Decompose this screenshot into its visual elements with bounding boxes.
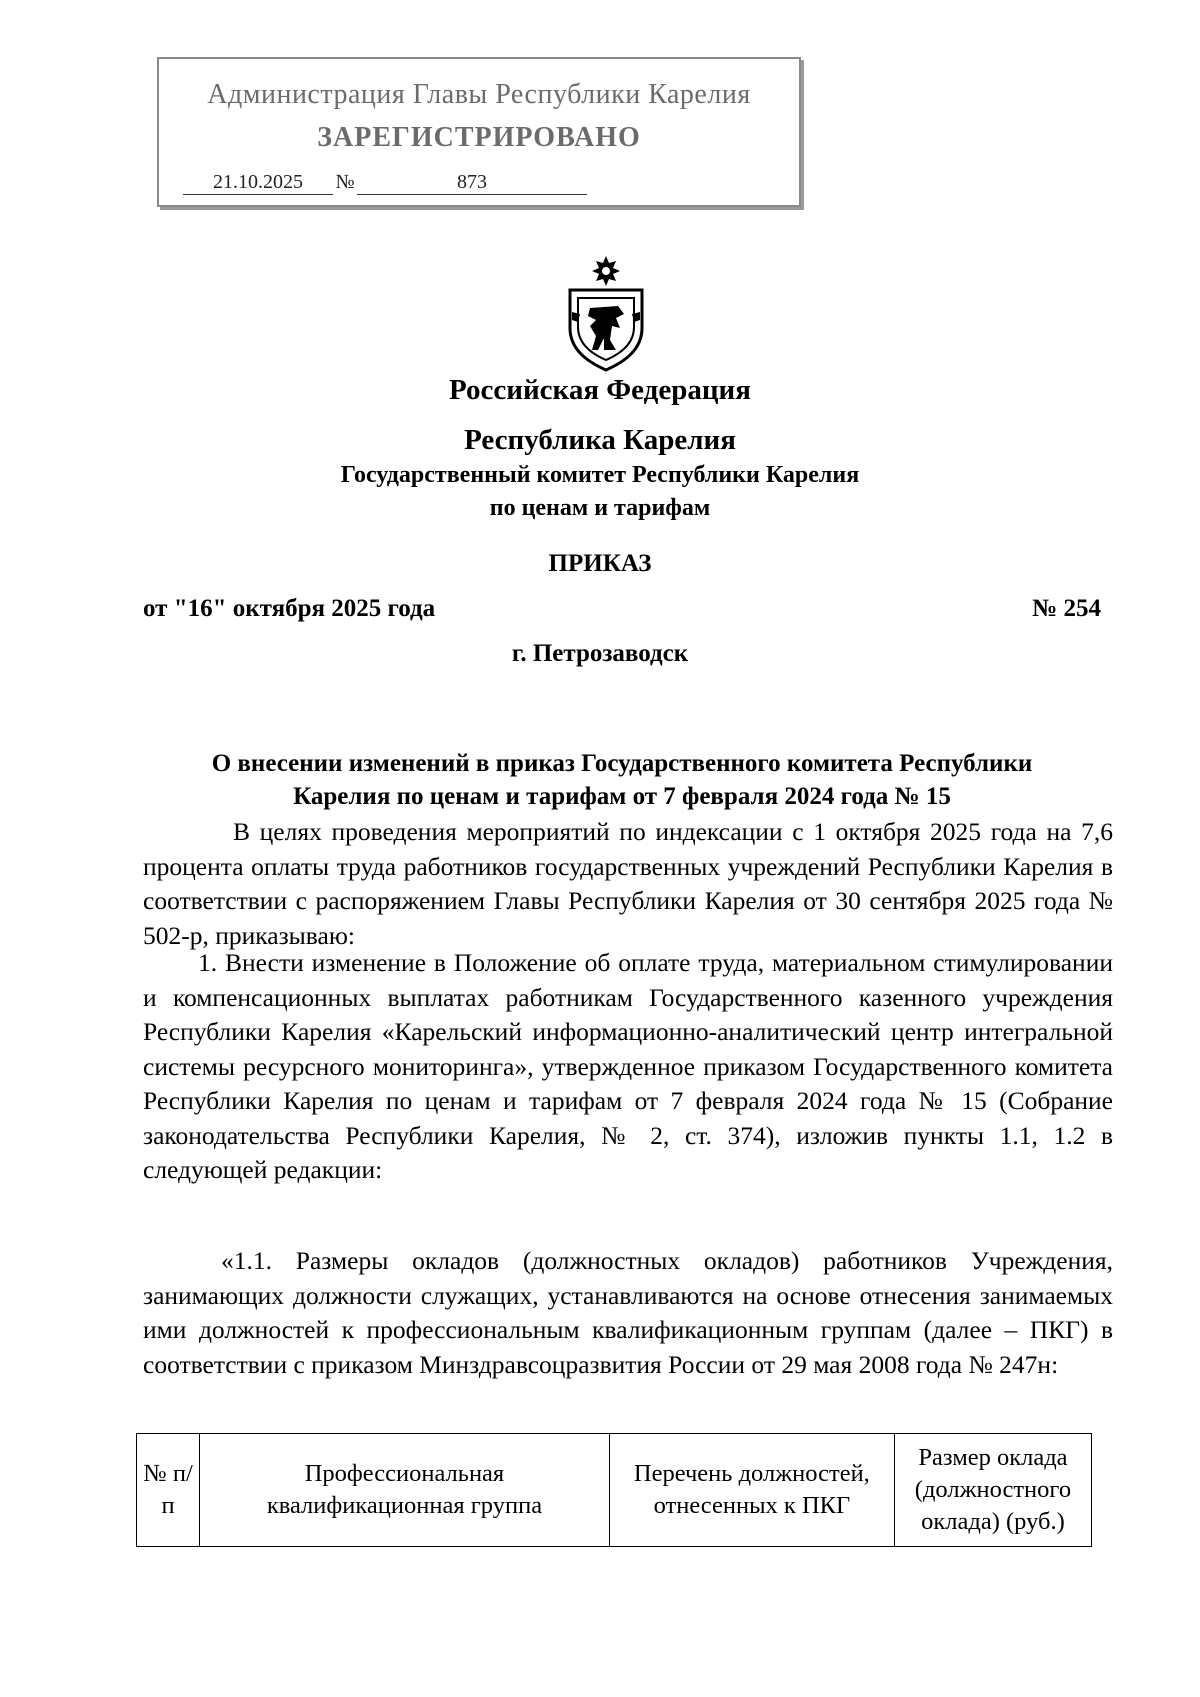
country-heading: Российская Федерация <box>449 374 751 406</box>
table-header-cell: Перечень должностей, отнесенных к ПКГ <box>609 1434 894 1547</box>
table-header-row <box>137 1434 1092 1547</box>
table-header-cell: Размер оклада (должностного оклада) (руб.) <box>894 1434 1091 1547</box>
salary-table <box>136 1433 1092 1547</box>
stamp-registration-line <box>183 171 763 195</box>
stamp-number: 873 <box>357 171 587 195</box>
committee-heading-line2: по ценам и тарифам <box>489 495 711 521</box>
republic-heading: Республика Карелия <box>464 424 736 456</box>
order-date-row <box>143 595 1101 623</box>
document-type: ПРИКАЗ <box>548 550 652 577</box>
stamp-authority: Администрация Главы Республики Карелия <box>207 79 751 110</box>
table-header-cell: Профессиональная квалификационная группа <box>200 1434 610 1547</box>
stamp-no-label: № <box>335 171 355 193</box>
committee-heading-line1: Государственный комитет Республики Карелия <box>340 462 860 488</box>
order-date: от "16" октября 2025 года <box>143 595 436 622</box>
paragraph-item-1: 1. Внести изменение в Положение об оплате труда, материальном стимулировании и компенсационных выплатах работникам Государственного казенного учреждения Республики Карелия «Карельский информационно-аналитический центр интегральной системы ресурсного мониторинга», утвержденное приказом Государственного комитета Республики Карелия по ценам и тарифам от 7 февраля 2024 года № 15 (Собрание законодательства Республики Карелия, № 2, ст. 374), изложив пункты 1.1, 1.2 в следующей редакции: <box>143 948 1113 1184</box>
title-line1: О внесении изменений в приказ Государственного комитета Республики <box>211 750 1033 777</box>
document-title <box>143 747 1101 813</box>
table-header-cell: № п/п <box>137 1434 200 1547</box>
title-line2: Карелия по ценам и тарифам от 7 февраля 2024 года № 15 <box>293 783 951 810</box>
city: г. Петрозаводск <box>511 640 689 667</box>
stamp-date: 21.10.2025 <box>183 171 333 195</box>
paragraph-preamble: В целях проведения мероприятий по индексации с 1 октября 2025 года на 7,6 процента оплаты труда работников государственных учреждений Республики Карелия в соответствии с распоряжением Главы Республики Карелия от 30 сентября 2025 года № 502-р, приказываю: <box>143 817 1113 950</box>
coat-of-arms-emblem <box>564 254 648 372</box>
paragraph-item-1-1: «1.1. Размеры окладов (должностных окладов) работников Учреждения, занимающих должности служащих, устанавливаются на основе отнесения занимаемых ими должностей к профессиональным квалификационным группам (далее – ПКГ) в соответствии с приказом Минздравсоцразвития России от 29 мая 2008 года № 247н: <box>143 1246 1113 1379</box>
stamp-registered: ЗАРЕГИСТРИРОВАНО <box>317 122 641 153</box>
order-number: № 254 <box>1032 595 1101 622</box>
registration-stamp <box>157 57 801 207</box>
